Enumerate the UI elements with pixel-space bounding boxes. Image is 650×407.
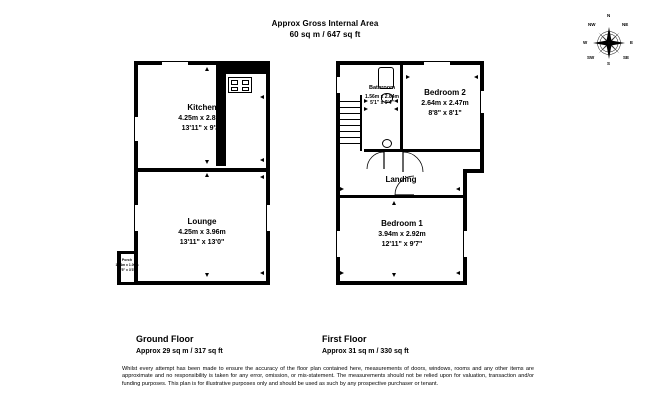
- arrow-marker: [456, 187, 460, 191]
- window-first-right: [481, 91, 484, 113]
- stair-step: [340, 137, 361, 138]
- room-name: Kitchen: [187, 103, 217, 112]
- first-floor-title: First Floor: [322, 334, 367, 344]
- window-first-top: [424, 62, 450, 65]
- ground-floor-area: Approx 29 sq m / 317 sq ft: [136, 348, 223, 355]
- arrow-marker: [260, 95, 264, 99]
- arrow-marker: [205, 160, 209, 164]
- wall-porch-bottom: [117, 282, 137, 285]
- ground-floor-plan: [110, 55, 310, 320]
- compass-label-nw: NW: [588, 22, 596, 27]
- room-imperial: 5'1" x 9'4": [370, 100, 394, 106]
- arrow-marker: [260, 271, 264, 275]
- arrow-marker: [134, 175, 138, 179]
- compass-label-w: W: [583, 40, 588, 45]
- arrow-marker: [205, 67, 209, 71]
- arrow-marker: [260, 175, 264, 179]
- compass-label-sw: SW: [587, 55, 595, 60]
- room-name: Landing: [385, 175, 417, 184]
- stair-step: [340, 113, 361, 114]
- arrow-marker: [406, 75, 410, 79]
- sink-fixture: [382, 139, 392, 148]
- compass-rose: [582, 14, 636, 68]
- window-ground-left: [135, 117, 138, 141]
- room-metric: 1.04m x 1.00m: [115, 263, 139, 268]
- wall-first-bottom: [336, 281, 467, 285]
- room-label-landing: [368, 175, 434, 186]
- wall-first-right-upper: [480, 61, 484, 173]
- arrow-marker: [364, 107, 368, 111]
- wall-ground-left-upper: [134, 61, 138, 171]
- wall-porch-top: [117, 251, 137, 254]
- room-metric: 4.25m x 2.81m: [178, 115, 226, 122]
- room-imperial: 13'11" x 9'3": [181, 125, 223, 132]
- room-metric: 2.64m x 2.47m: [421, 100, 469, 107]
- arrow-marker: [140, 61, 144, 65]
- window-ground-top: [162, 62, 188, 65]
- header-line-2: 60 sq m / 647 sq ft: [289, 30, 361, 39]
- room-metric: 1.56m x 2.84m: [365, 94, 399, 100]
- ground-floor-title: Ground Floor: [136, 334, 194, 344]
- compass-label-n: N: [607, 13, 611, 18]
- compass-label-se: SE: [623, 55, 630, 60]
- room-name: Bedroom 1: [381, 219, 423, 228]
- arrow-marker: [392, 201, 396, 205]
- wall-first-top: [336, 61, 484, 65]
- room-name: Lounge: [187, 217, 217, 226]
- disclaimer-text: Whilst every attempt has been made to ensure the accuracy of the floor plan contained here, measurements of doors, windows, rooms and any other items are approximate and no responsibility is taken for any error, omission, or mis-statement. The measurements should not be relied upon for valuation, transaction and/or funding purposes. This plan is for illustrative purposes only and should be used as such by any prospective purchaser or tenant.: [122, 366, 534, 387]
- window-first-left-2: [337, 231, 340, 257]
- window-ground-left-2: [135, 205, 138, 231]
- header-line-1: Approx Gross Internal Area: [271, 19, 379, 28]
- room-label-lounge: [165, 217, 239, 248]
- wall-first-right-lower: [463, 169, 467, 285]
- arrow-marker: [258, 61, 262, 65]
- room-label-bathroom: [356, 83, 408, 106]
- room-imperial: 13'11" x 13'0": [179, 239, 225, 246]
- window-first-left: [337, 77, 340, 93]
- wall-ground-bottom: [134, 281, 270, 285]
- wall-bathroom-bedroom2: [400, 61, 403, 151]
- arrow-marker: [134, 158, 138, 162]
- arrow-marker: [474, 75, 478, 79]
- wall-ground-mid: [134, 168, 270, 172]
- page-title: [0, 18, 650, 40]
- window-first-right-2: [464, 231, 467, 257]
- door-bedroom2-icon: [402, 151, 426, 175]
- kitchen-hob-ring-2: [242, 80, 249, 85]
- stair-step: [340, 131, 361, 132]
- room-label-kitchen: [165, 103, 239, 134]
- arrow-marker: [134, 95, 138, 99]
- room-label-bedroom-1: [364, 219, 440, 250]
- room-imperial: 8'8" x 8'1": [428, 110, 462, 117]
- room-name: Bedroom 2: [424, 88, 466, 97]
- room-name: Porch: [121, 258, 133, 262]
- arrow-marker: [392, 273, 396, 277]
- arrow-marker: [394, 107, 398, 111]
- first-floor-plan: [320, 55, 530, 320]
- room-metric: 4.25m x 3.96m: [178, 229, 226, 236]
- arrow-marker: [205, 173, 209, 177]
- room-imperial: 3'5" x 3'3": [118, 267, 136, 272]
- kitchen-hob-ring-1: [231, 80, 238, 85]
- room-name: Bathroom: [369, 85, 395, 91]
- arrow-marker: [342, 61, 346, 65]
- arrow-marker: [260, 158, 264, 162]
- room-metric: 3.94m x 2.92m: [378, 231, 426, 238]
- kitchen-hob-ring-4: [242, 87, 249, 91]
- stair-step: [340, 119, 361, 120]
- arrow-marker: [205, 273, 209, 277]
- kitchen-worktop-top: [216, 65, 266, 74]
- first-floor-area: Approx 31 sq m / 330 sq ft: [322, 348, 409, 355]
- door-bathroom-icon: [366, 151, 388, 173]
- window-ground-right: [267, 205, 270, 231]
- stair-step: [340, 125, 361, 126]
- arrow-marker: [456, 271, 460, 275]
- arrow-marker: [472, 61, 476, 65]
- room-label-porch: [112, 258, 142, 272]
- compass-label-s: S: [607, 61, 611, 66]
- room-label-bedroom-2: [412, 88, 478, 119]
- compass-label-e: E: [630, 40, 634, 45]
- arrow-marker: [340, 187, 344, 191]
- wall-ground-right-upper: [266, 61, 270, 171]
- stair-step: [340, 107, 361, 108]
- stair-step: [340, 143, 361, 144]
- compass-label-ne: NE: [622, 22, 629, 27]
- room-imperial: 12'11" x 9'7": [381, 241, 423, 248]
- arrow-marker: [340, 271, 344, 275]
- kitchen-hob-ring-3: [231, 87, 238, 91]
